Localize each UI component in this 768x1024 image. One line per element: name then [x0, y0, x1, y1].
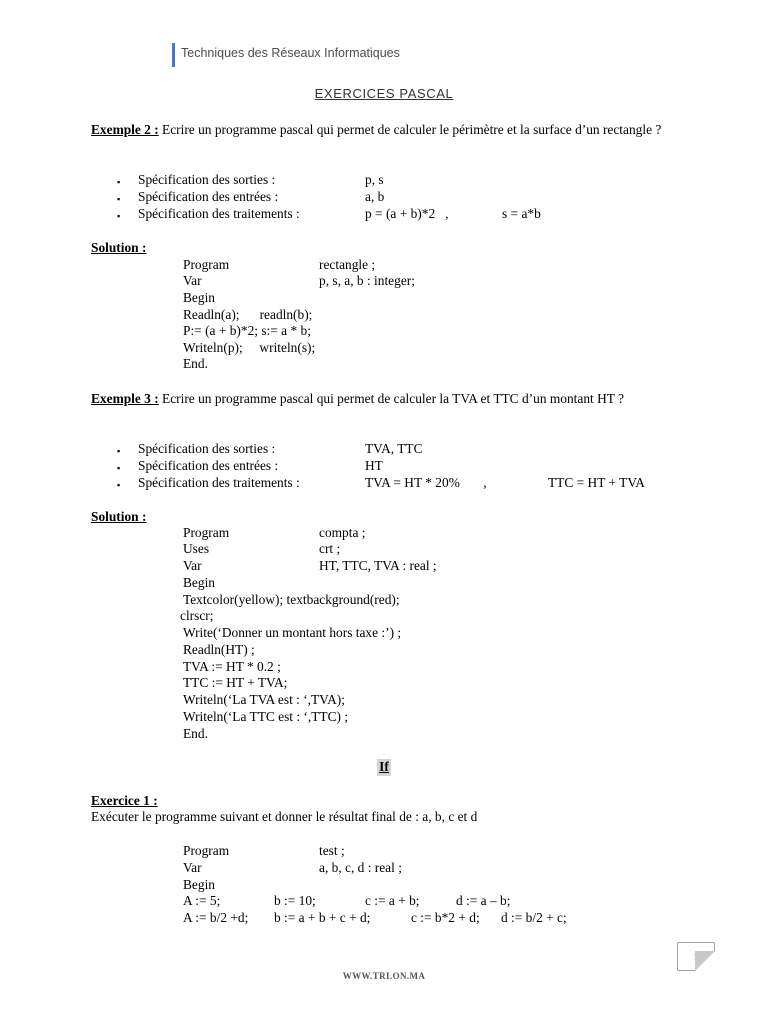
- code-line: End.: [183, 726, 208, 741]
- code-line: clrscr;: [180, 608, 214, 623]
- bullet-icon: ▪: [117, 480, 121, 490]
- page-number: 1: [693, 952, 699, 962]
- code-line: Readln(HT) ;: [183, 642, 255, 657]
- code-line: TVA := HT * 0.2 ;: [183, 659, 281, 674]
- exemple-2-label: Exemple 2 :: [91, 122, 159, 137]
- code-stmt: A := 5;: [183, 893, 221, 908]
- code-stmt: b := 10;: [274, 893, 316, 908]
- exemple-3-statement: [91, 391, 677, 408]
- code-line: Uses: [183, 541, 210, 556]
- footer-url: WWW.TRI.ON.MA: [342, 971, 426, 981]
- spec-label: Spécification des traitements :: [138, 206, 300, 221]
- code-arg: test ;: [319, 843, 345, 858]
- code-arg: HT, TTC, TVA : real ;: [319, 558, 437, 573]
- code-line: Program: [183, 843, 230, 858]
- code-line: Textcolor(yellow); textbackground(red);: [183, 592, 400, 607]
- section-heading-if: If: [377, 759, 391, 776]
- spec-label: Spécification des entrées :: [138, 458, 279, 473]
- code-line: Program: [183, 525, 230, 540]
- code-stmt: d := a – b;: [456, 893, 511, 908]
- code-line: Writeln(p); writeln(s);: [183, 340, 316, 355]
- code-line: Var: [183, 273, 202, 288]
- code-line: Write(‘Donner un montant hors taxe :’) ;: [183, 625, 402, 640]
- exemple-2-solution-label: Solution :: [91, 240, 147, 255]
- spec-label: Spécification des sorties :: [138, 172, 276, 187]
- code-line: Readln(a); readln(b);: [183, 307, 313, 322]
- code-line: End.: [183, 356, 208, 371]
- exemple-3-solution-label: Solution :: [91, 509, 147, 524]
- code-line: P:= (a + b)*2; s:= a * b;: [183, 323, 311, 338]
- spec-value-2: s = a*b: [502, 206, 541, 221]
- spec-value: p, s: [365, 172, 384, 187]
- code-arg: crt ;: [319, 541, 341, 556]
- code-line: Var: [183, 558, 202, 573]
- code-line: Writeln(‘La TVA est : ‘,TVA);: [183, 692, 345, 707]
- code-stmt: c := b*2 + d;: [411, 910, 480, 925]
- code-stmt: d := b/2 + c;: [501, 910, 567, 925]
- code-line: Writeln(‘La TTC est : ‘,TTC) ;: [183, 709, 349, 724]
- document-title: EXERCICES PASCAL: [314, 86, 454, 101]
- code-arg: p, s, a, b : integer;: [319, 273, 415, 288]
- code-line: Var: [183, 860, 202, 875]
- code-line: Begin: [183, 290, 215, 305]
- exemple-3-label: Exemple 3 :: [91, 391, 159, 406]
- code-stmt: b := a + b + c + d;: [274, 910, 371, 925]
- spec-label: Spécification des entrées :: [138, 189, 279, 204]
- spec-value: TVA = HT * 20% ,: [365, 475, 487, 490]
- header-title: Techniques des Réseaux Informatiques: [181, 46, 400, 60]
- spec-label: Spécification des traitements :: [138, 475, 300, 490]
- exercice-1-text: Exécuter le programme suivant et donner le résultat final de : a, b, c et d: [91, 809, 478, 824]
- exemple-2-text: Ecrire un programme pascal qui permet de calculer le périmètre et la surface d’un rectangle ?: [158, 122, 662, 137]
- spec-value-2: TTC = HT + TVA: [548, 475, 645, 490]
- exemple-2-statement: [91, 122, 677, 139]
- bullet-icon: ▪: [117, 194, 121, 204]
- page-number-box: [677, 942, 715, 971]
- bullet-icon: ▪: [117, 446, 121, 456]
- exercice-1-label: Exercice 1 :: [91, 793, 158, 808]
- bullet-icon: ▪: [117, 463, 121, 473]
- spec-label: Spécification des sorties :: [138, 441, 276, 456]
- bullet-icon: ▪: [117, 211, 121, 221]
- code-arg: a, b, c, d : real ;: [319, 860, 402, 875]
- code-line: Program: [183, 257, 230, 272]
- exemple-3-text: Ecrire un programme pascal qui permet de calculer la TVA et TTC d’un montant HT ?: [158, 391, 624, 406]
- spec-value: HT: [365, 458, 383, 473]
- spec-value: a, b: [365, 189, 385, 204]
- code-stmt: c := a + b;: [365, 893, 420, 908]
- bullet-icon: ▪: [117, 177, 121, 187]
- spec-value: TVA, TTC: [365, 441, 423, 456]
- header-accent-bar: [172, 43, 175, 67]
- code-arg: rectangle ;: [319, 257, 376, 272]
- code-line: Begin: [183, 575, 215, 590]
- spec-value: p = (a + b)*2 ,: [365, 206, 449, 221]
- code-stmt: A := b/2 +d;: [183, 910, 249, 925]
- code-arg: compta ;: [319, 525, 366, 540]
- code-line: Begin: [183, 877, 215, 892]
- code-line: TTC := HT + TVA;: [183, 675, 288, 690]
